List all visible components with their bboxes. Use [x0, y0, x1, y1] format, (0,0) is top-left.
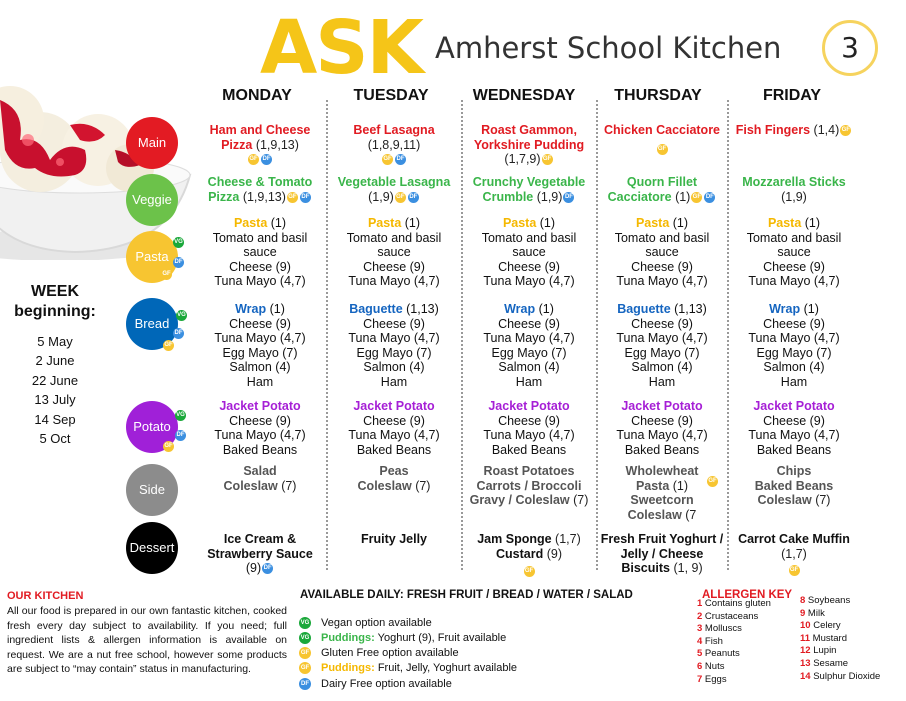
allergen-item: 10 Celery [800, 620, 841, 632]
bread-friday: Wrap (1) Cheese (9) Tuna Mayo (4,7) Egg Mayo (7) Salmon (4) Ham [748, 302, 840, 389]
allergen-item: 13 Sesame [800, 657, 849, 669]
gluten-free-badge: GF [248, 154, 259, 165]
week-date: 22 June [31, 372, 79, 388]
gluten-free-badge: GF [287, 192, 298, 203]
pasta-wednesday: Pasta (1) Tomato and basil sauce Cheese (9) Tuna Mayo (4,7) [481, 216, 577, 288]
bread-monday: Wrap (1) Cheese (9) Tuna Mayo (4,7) Egg Mayo (7) Salmon (4) Ham [214, 302, 306, 389]
available-daily: AVAILABLE DAILY: FRESH FRUIT / BREAD / WATER / SALAD [300, 589, 633, 601]
our-kitchen-text: All our food is prepared in our own fantastic kitchen, cooked fresh every day subject to availability. If you need; full ingredient lists & allergen information is available on request. We are a nut free school, however some products are subject to “may contain” status in manufacturing. [7, 605, 287, 675]
gluten-free-badge: GF [691, 192, 702, 203]
kitchen-title: Amherst School Kitchen [435, 31, 782, 65]
veggie-wednesday: Crunchy Vegetable Crumble (1,9) DF [472, 175, 586, 204]
day-header-friday: FRIDAY [762, 87, 822, 104]
allergen-item: 14 Sulphur Dioxide [800, 670, 881, 682]
week-date: 14 Sep [34, 411, 76, 427]
veggie-friday: Mozzarella Sticks (1,9) [742, 175, 846, 204]
potato-tuesday: Jacket Potato Cheese (9) Tuna Mayo (4,7) Baked Beans [348, 399, 440, 457]
allergen-item: 2 Crustaceans [697, 610, 759, 622]
allergen-item: 6 Nuts [697, 660, 725, 672]
side-tuesday: Peas Coleslaw (7) [357, 464, 431, 493]
side-friday: Chips Baked Beans Coleslaw (7) [754, 464, 834, 507]
pasta-friday: Pasta (1) Tomato and basil sauce Cheese (9) Tuna Mayo (4,7) [746, 216, 842, 288]
dairy-free-badge: DF [175, 430, 186, 441]
day-header-monday: MONDAY [222, 87, 292, 104]
allergen-item: 7 Eggs [697, 673, 727, 685]
category-dessert: Dessert [126, 522, 178, 574]
allergen-list-right [800, 595, 880, 683]
gluten-free-badge: GF [299, 662, 311, 674]
dairy-free-badge: DF [395, 154, 406, 165]
allergen-item: 4 Fish [697, 635, 723, 647]
dairy-free-badge: DF [261, 154, 272, 165]
veggie-tuesday: Vegetable Lasagna (1,9) GF DF [337, 175, 451, 204]
vegan-badge: VG [175, 410, 186, 421]
allergen-item: 9 Milk [800, 607, 825, 619]
gluten-free-badge: GF [542, 154, 553, 165]
gluten-free-badge: GF [707, 476, 718, 487]
category-bread: Bread [126, 298, 178, 350]
week-date: 2 June [35, 353, 75, 369]
dairy-free-badge: DF [173, 257, 184, 268]
dairy-free-badge: DF [704, 192, 715, 203]
potato-friday: Jacket Potato Cheese (9) Tuna Mayo (4,7) Baked Beans [748, 399, 840, 457]
category-main: Main [126, 117, 178, 169]
side-wednesday: Roast Potatoes Carrots / Broccoli Gravy / Coleslaw (7) [469, 464, 589, 507]
allergen-item: 12 Lupin [800, 645, 837, 657]
key-item: GF Gluten Free option available [300, 647, 459, 659]
gluten-free-badge: GF [657, 144, 668, 155]
key-item: GF Puddings: Fruit, Jelly, Yoghurt available [300, 662, 518, 674]
gluten-free-badge: GF [163, 441, 174, 452]
potato-monday: Jacket Potato Cheese (9) Tuna Mayo (4,7) Baked Beans [214, 399, 306, 457]
vegan-badge: VG [173, 237, 184, 248]
key-item: VG Puddings: Yoghurt (9), Fruit available [300, 632, 507, 644]
category-side: Side [126, 464, 178, 516]
gluten-free-badge: GF [395, 192, 406, 203]
vegan-badge: VG [176, 310, 187, 321]
dairy-free-badge: DF [262, 563, 273, 574]
allergen-item: 3 Molluscs [697, 623, 742, 635]
week-beginning-title: WEEK beginning: [14, 283, 96, 320]
bread-tuesday: Baguette (1,13) Cheese (9) Tuna Mayo (4,7) Egg Mayo (7) Salmon (4) Ham [348, 302, 440, 389]
gluten-free-badge: GF [161, 269, 172, 280]
pasta-thursday: Pasta (1) Tomato and basil sauce Cheese (9) Tuna Mayo (4,7) [614, 216, 710, 288]
main-monday: Ham and Cheese Pizza (1,9,13) GF DF [195, 123, 325, 167]
dessert-wednesday: Jam Sponge (1,7) Custard (9) GF [464, 532, 594, 577]
dairy-free-badge: DF [408, 192, 419, 203]
allergen-item: 8 Soybeans [800, 595, 851, 606]
gluten-free-badge: GF [299, 647, 311, 659]
main-thursday: Chicken Cacciatore GF [597, 123, 727, 155]
week-number-badge: 3 [822, 20, 878, 76]
dairy-free-badge: DF [300, 192, 311, 203]
allergen-item: 5 Peanuts [697, 648, 740, 660]
category-potato: Potato [126, 401, 178, 453]
gluten-free-badge: GF [163, 340, 174, 351]
main-wednesday: Roast Gammon, Yorkshire Pudding (1,7,9) GF [473, 123, 585, 166]
gluten-free-badge: GF [840, 125, 851, 136]
pasta-tuesday: Pasta (1) Tomato and basil sauce Cheese (9) Tuna Mayo (4,7) [346, 216, 442, 288]
allergen-key-title: ALLERGEN KEY [702, 589, 793, 601]
key-item: DF Dairy Free option available [301, 678, 452, 690]
dessert-friday: Carrot Cake Muffin (1,7) GF [729, 532, 859, 576]
dairy-free-badge: DF [299, 678, 311, 690]
gluten-free-badge: GF [382, 154, 393, 165]
side-monday: Salad Coleslaw (7) [223, 464, 297, 493]
week-dates [10, 332, 100, 448]
bread-wednesday: Wrap (1) Cheese (9) Tuna Mayo (4,7) Egg Mayo (7) Salmon (4) Ham [483, 302, 575, 389]
dairy-free-badge: DF [563, 192, 574, 203]
week-date: 13 July [34, 392, 76, 408]
gluten-free-badge: GF [524, 566, 535, 577]
category-veggie: Veggie [126, 174, 178, 226]
allergen-item: 11 Mustard [800, 632, 848, 644]
main-tuesday: Beef Lasagna (1,8,9,11) GF DF [329, 123, 459, 167]
week-date: 5 Oct [39, 431, 71, 447]
ice-cream-bowl-image [0, 80, 205, 260]
bread-thursday: Baguette (1,13) Cheese (9) Tuna Mayo (4,7) Egg Mayo (7) Salmon (4) Ham [616, 302, 708, 389]
day-header-wednesday: WEDNESDAY [472, 87, 576, 104]
vegan-badge: VG [299, 617, 311, 629]
side-thursday: Wholewheat Pasta (1) Sweetcorn Coleslaw (7 [625, 464, 699, 522]
column-divider [461, 100, 463, 570]
main-friday: Fish Fingers (1,4) GF [735, 123, 850, 137]
potato-wednesday: Jacket Potato Cheese (9) Tuna Mayo (4,7) Baked Beans [483, 399, 575, 457]
key-item: VG Vegan option available [300, 617, 432, 629]
dairy-free-badge: DF [173, 328, 184, 339]
vegan-badge: VG [299, 632, 311, 644]
veggie-monday: Cheese & Tomato Pizza (1,9,13) GF DF [207, 175, 313, 204]
dessert-monday: Ice Cream & Strawberry Sauce (9) DF [207, 532, 313, 575]
our-kitchen-title: OUR KITCHEN [7, 590, 84, 602]
potato-thursday: Jacket Potato Cheese (9) Tuna Mayo (4,7) Baked Beans [616, 399, 708, 457]
week-date: 5 May [37, 334, 73, 349]
ask-logo: ASK [260, 5, 422, 91]
dessert-thursday: Fresh Fruit Yoghurt / Jelly / Cheese Biscuits (1, 9) [600, 532, 724, 575]
allergen-list-left [697, 598, 771, 686]
day-header-tuesday: TUESDAY [353, 87, 429, 104]
column-divider [326, 100, 328, 570]
category-pasta: Pasta [126, 231, 178, 283]
veggie-thursday: Quorn Fillet Cacciatore (1) GF DF [607, 175, 714, 204]
gluten-free-badge: GF [789, 565, 800, 576]
dessert-tuesday: Fruity Jelly [361, 532, 427, 546]
pasta-monday: Pasta (1) Tomato and basil sauce Cheese (9) Tuna Mayo (4,7) [212, 216, 308, 288]
day-header-thursday: THURSDAY [614, 87, 702, 104]
allergen-item: 1 Contains gluten [697, 598, 771, 609]
